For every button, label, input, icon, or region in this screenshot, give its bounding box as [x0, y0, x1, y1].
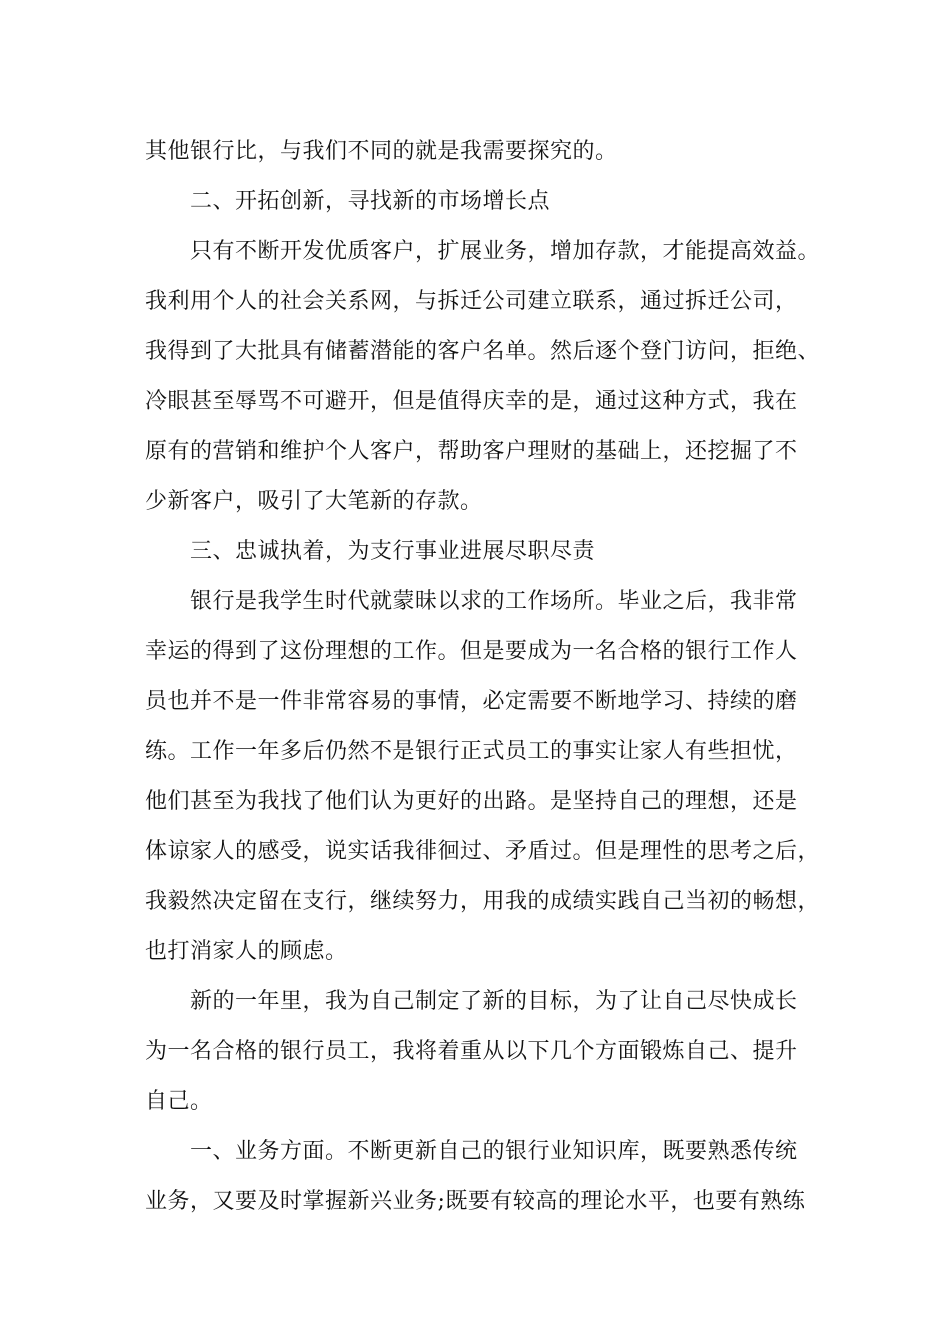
text-line: 我利用个人的社会关系网，与拆迁公司建立联系，通过拆迁公司， — [145, 289, 798, 314]
text-line: 我得到了大批具有储蓄潜能的客户名单。然后逐个登门访问，拒绝、 — [145, 339, 821, 364]
text-line: 只有不断开发优质客户，扩展业务，增加存款，才能提高效益。 — [190, 239, 821, 264]
text-line: 冷眼甚至辱骂不可避开，但是值得庆幸的是，通过这种方式，我在 — [145, 389, 798, 414]
text-line: 自己。 — [145, 1089, 213, 1114]
section-heading: 三、忠诚执着，为支行事业进展尽职尽责 — [190, 539, 596, 564]
text-line: 新的一年里，我为自己制定了新的目标，为了让自己尽快成长 — [190, 989, 798, 1014]
section-heading: 二、开拓创新，寻找新的市场增长点 — [190, 189, 551, 214]
text-line: 员也并不是一件非常容易的事情，必定需要不断地学习、持续的磨 — [145, 689, 798, 714]
text-line: 为一名合格的银行员工，我将着重从以下几个方面锻炼自己、提升 — [145, 1039, 798, 1064]
text-line: 练。工作一年多后仍然不是银行正式员工的事实让家人有些担忧， — [145, 739, 798, 764]
text-line: 少新客户，吸引了大笔新的存款。 — [145, 489, 483, 514]
text-line: 银行是我学生时代就蒙昧以求的工作场所。毕业之后，我非常 — [190, 589, 798, 614]
text-line: 我毅然决定留在支行，继续努力，用我的成绩实践自己当初的畅想， — [145, 889, 821, 914]
text-line: 他们甚至为我找了他们认为更好的出路。是坚持自己的理想，还是 — [145, 789, 798, 814]
text-line: 一、业务方面。不断更新自己的银行业知识库，既要熟悉传统 — [190, 1139, 798, 1164]
text-line: 原有的营销和维护个人客户，帮助客户理财的基础上，还挖掘了不 — [145, 439, 798, 464]
text-line: 幸运的得到了这份理想的工作。但是要成为一名合格的银行工作人 — [145, 639, 798, 664]
text-line: 也打消家人的顾虑。 — [145, 939, 348, 964]
text-line: 业务，又要及时掌握新兴业务;既要有较高的理论水平，也要有熟练 — [145, 1189, 806, 1214]
text-line: 其他银行比，与我们不同的就是我需要探究的。 — [145, 139, 618, 164]
text-line: 体谅家人的感受，说实话我徘徊过、矛盾过。但是理性的思考之后， — [145, 839, 821, 864]
